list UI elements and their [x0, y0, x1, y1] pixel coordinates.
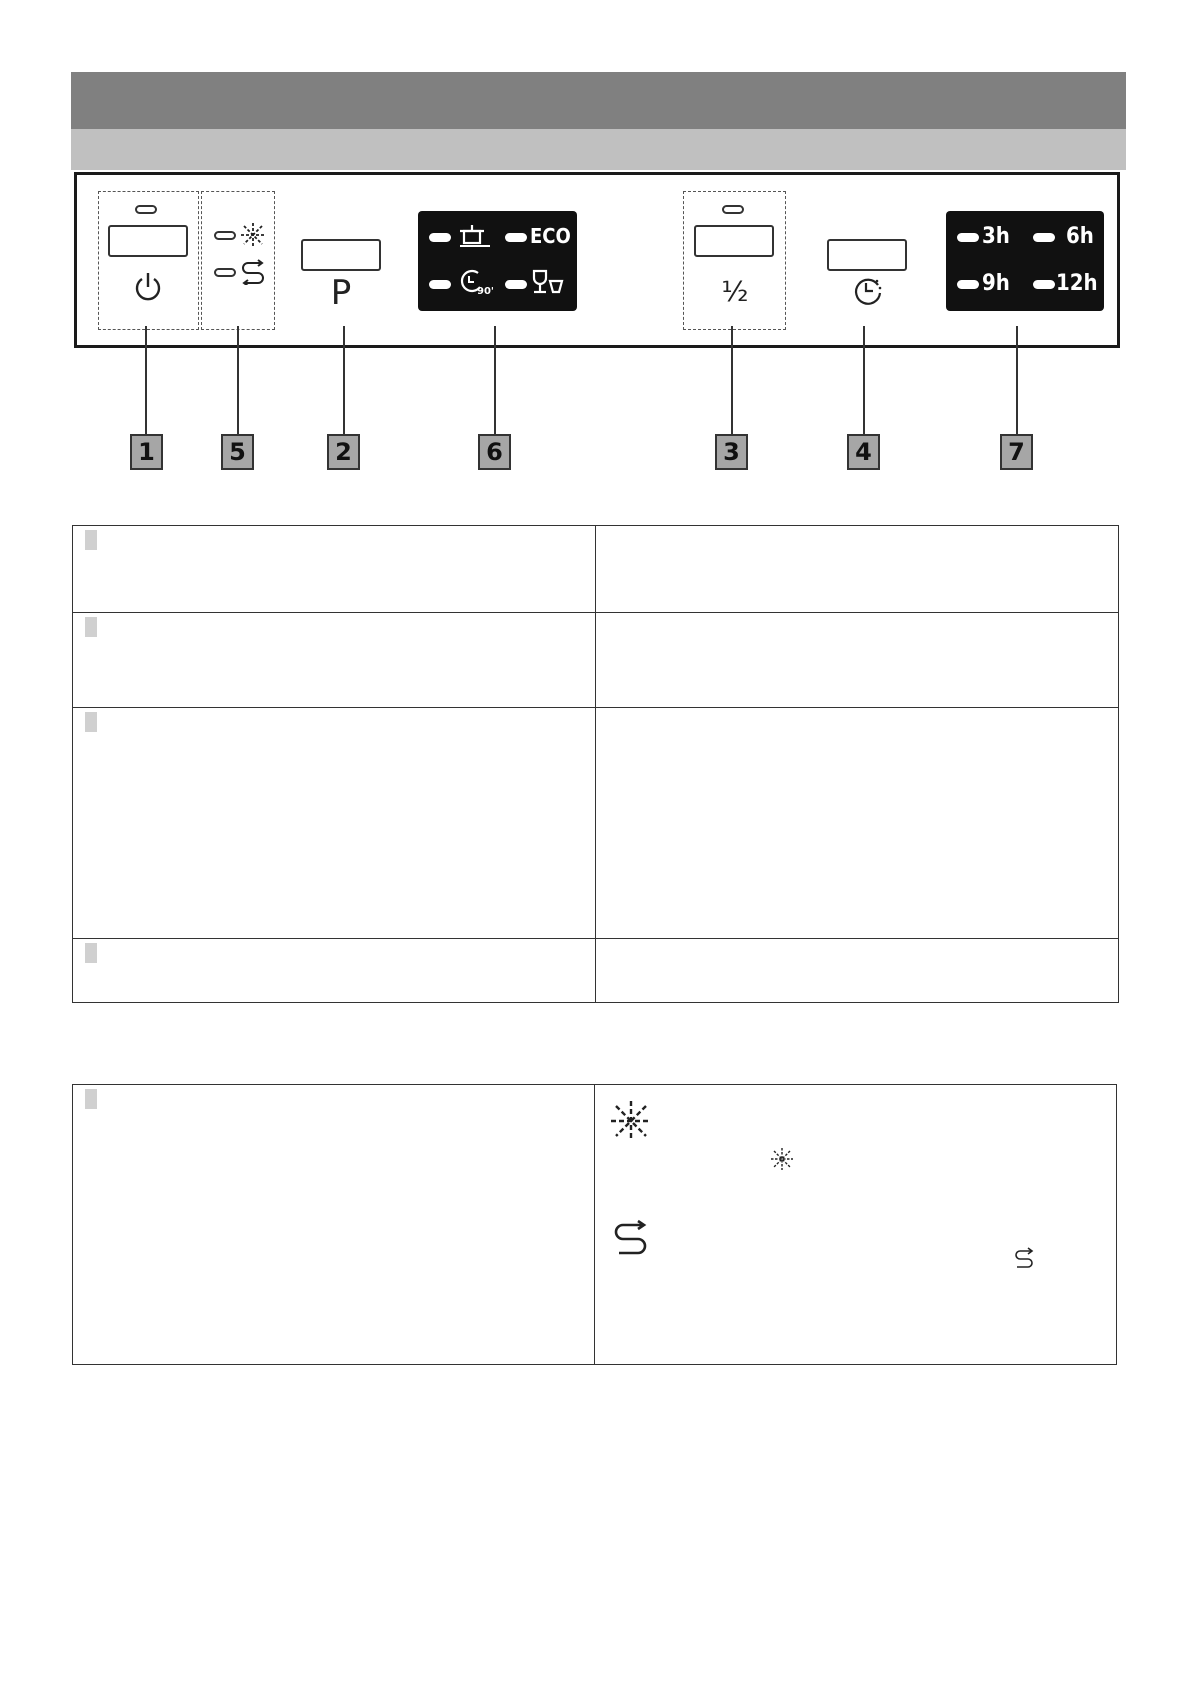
- table-cell: [596, 939, 1119, 1003]
- delay-6h-led: [1033, 233, 1055, 242]
- eco-label: ECO: [530, 224, 571, 248]
- svg-text:90': 90': [477, 286, 494, 297]
- description-table-1: [72, 525, 1119, 1003]
- leader-line-5: [237, 326, 239, 434]
- subheader-bar: [71, 129, 1126, 170]
- row-marker: [85, 1089, 97, 1109]
- header-bar: [71, 72, 1126, 129]
- delay-indicator-panel: [946, 211, 1104, 311]
- callout-5: 5: [221, 434, 254, 470]
- quick-90-icon: [456, 267, 494, 297]
- intensive-led: [429, 233, 451, 242]
- table-row: [73, 939, 1119, 1003]
- callout-6: 6: [478, 434, 511, 470]
- table-row: [73, 708, 1119, 939]
- row-marker: [85, 530, 97, 550]
- intensive-pot-icon: [456, 222, 492, 250]
- clock-icon: [852, 275, 884, 307]
- table-cell: [596, 526, 1119, 613]
- delay-12h-led: [1033, 280, 1055, 289]
- table-row: [73, 613, 1119, 708]
- leader-line-7: [1016, 326, 1018, 434]
- table-cell: [596, 708, 1119, 939]
- table-cell: [73, 939, 596, 1003]
- glass-icon: [530, 268, 566, 296]
- table-cell: [73, 708, 596, 939]
- leader-line-3: [731, 326, 733, 434]
- callout-4: 4: [847, 434, 880, 470]
- glass-led: [505, 280, 527, 289]
- delay-3h-label: 3h: [982, 224, 1010, 249]
- rinse-aid-icon: [240, 222, 266, 248]
- leader-line-2: [343, 326, 345, 434]
- delay-9h-led: [957, 280, 979, 289]
- salt-icon: [611, 1219, 651, 1255]
- table-cell: [73, 613, 596, 708]
- salt-icon: [239, 259, 267, 285]
- rinse-aid-led: [214, 231, 236, 240]
- callout-7: 7: [1000, 434, 1033, 470]
- delay-9h-label: 9h: [982, 271, 1010, 296]
- salt-led: [214, 268, 236, 277]
- callout-2: 2: [327, 434, 360, 470]
- program-button[interactable]: [301, 239, 381, 271]
- leader-line-4: [863, 326, 865, 434]
- delay-6h-label: 6h: [1066, 224, 1094, 249]
- table-cell: [73, 526, 596, 613]
- row-marker: [85, 712, 97, 732]
- leader-line-6: [494, 326, 496, 434]
- rinse-aid-icon: [770, 1147, 794, 1171]
- delay-12h-label: 12h: [1056, 271, 1098, 296]
- row-marker: [85, 943, 97, 963]
- callout-3: 3: [715, 434, 748, 470]
- leader-line-1: [145, 326, 147, 434]
- callout-1: 1: [130, 434, 163, 470]
- rinse-aid-icon: [609, 1099, 653, 1143]
- salt-icon: [1012, 1247, 1036, 1269]
- half-load-symbol: ½: [721, 275, 749, 308]
- control-panel: [74, 172, 1120, 348]
- quick-led: [429, 280, 451, 289]
- table-row: [73, 526, 1119, 613]
- table-cell: [73, 1085, 595, 1365]
- program-indicator-panel: [418, 211, 577, 311]
- eco-led: [505, 233, 527, 242]
- program-symbol: P: [330, 273, 352, 313]
- power-button[interactable]: [108, 225, 188, 257]
- table-row: [73, 1085, 1117, 1365]
- half-load-led: [722, 205, 744, 214]
- power-icon: [133, 270, 163, 304]
- table-cell: [595, 1085, 1117, 1365]
- delay-3h-led: [957, 233, 979, 242]
- delay-button[interactable]: [827, 239, 907, 271]
- half-load-button[interactable]: [694, 225, 774, 257]
- power-led: [135, 205, 157, 214]
- row-marker: [85, 617, 97, 637]
- table-cell: [596, 613, 1119, 708]
- description-table-2: [72, 1084, 1117, 1365]
